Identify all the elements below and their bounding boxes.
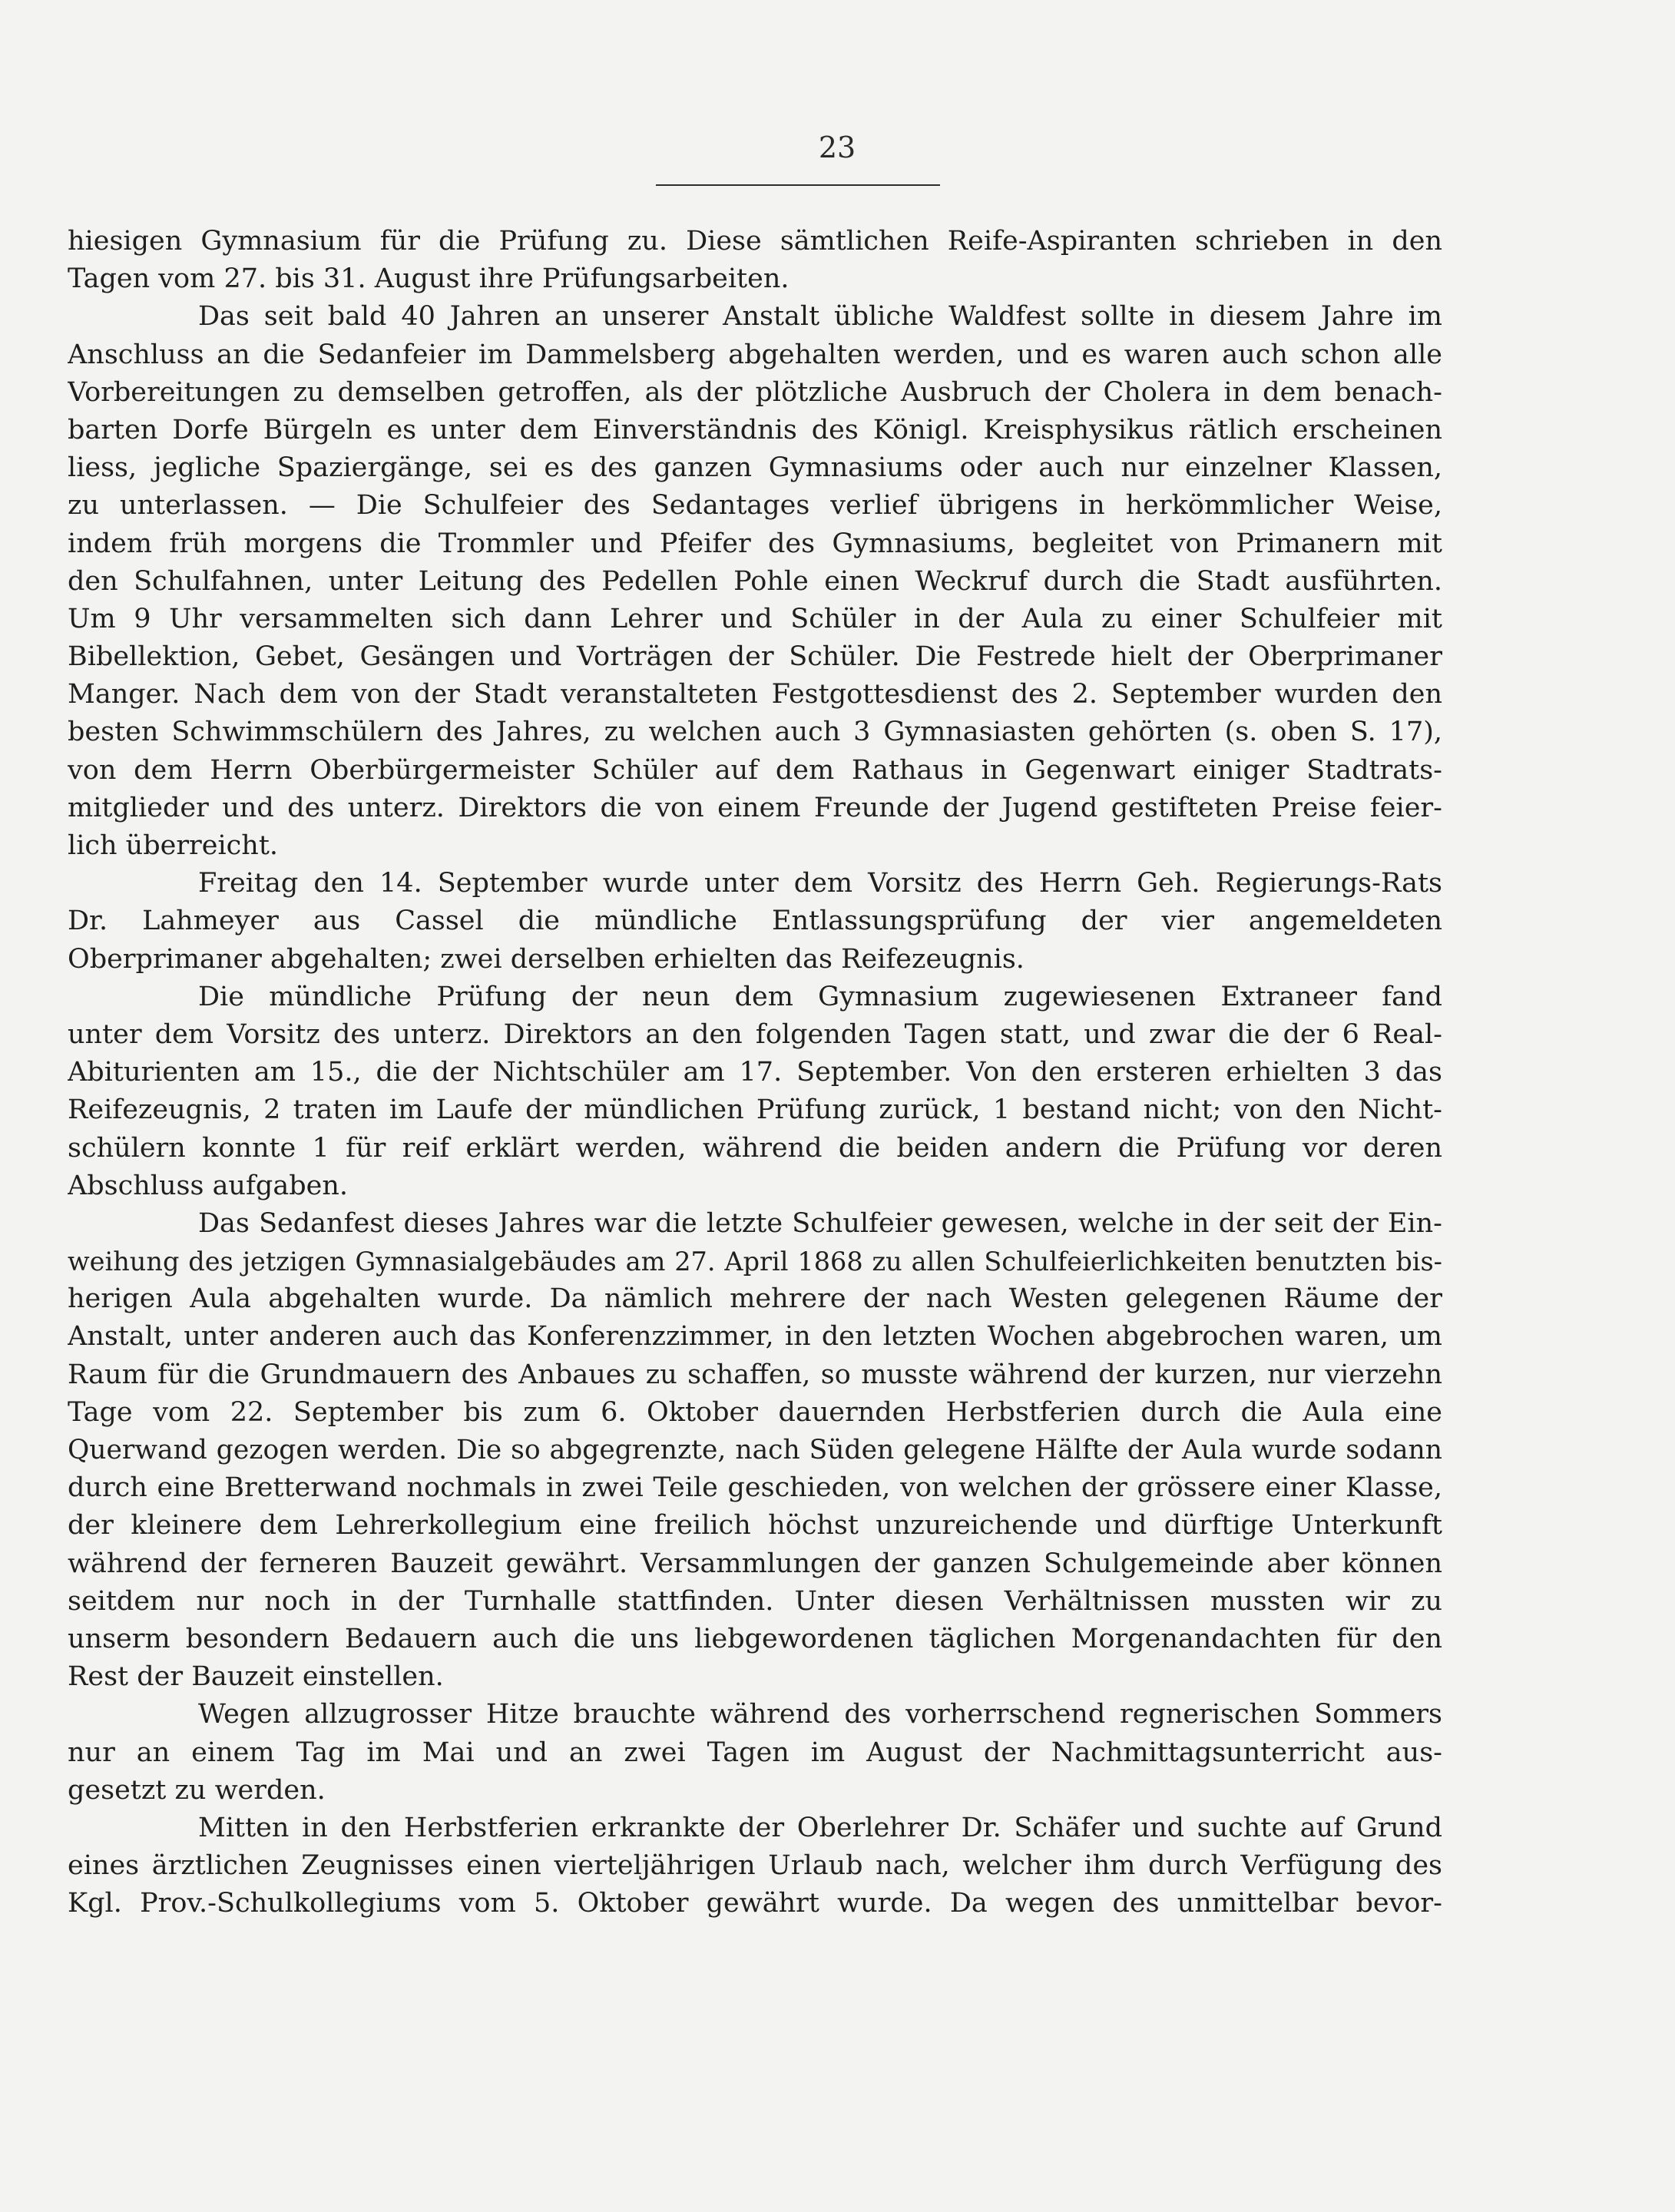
text-line: Kgl. Prov.-Schulkollegiums vom 5. Oktober gewährt wurde. Da wegen des unmittelbar bevor- xyxy=(68,1888,1442,1919)
text-line: nur an einem Tag im Mai und an zwei Tagen im August der Nachmittagsunterricht aus- xyxy=(68,1737,1442,1768)
text-line: Das seit bald 40 Jahren an unserer Anstalt übliche Waldfest sollte in diesem Jahre im xyxy=(198,301,1442,333)
text-line: Tage vom 22. September bis zum 6. Oktober dauernden Herbstferien durch die Aula eine xyxy=(68,1396,1442,1428)
text-line: seitdem nur noch in der Turnhalle stattfinden. Unter diesen Verhältnissen mussten wir zu xyxy=(68,1585,1442,1617)
text-line: hiesigen Gymnasium für die Prüfung zu. Diese sämtlichen Reife-Aspiranten schrieben in den xyxy=(68,226,1442,257)
paragraph xyxy=(68,1205,1442,1696)
text-line: Wegen allzugrosser Hitze brauchte während des vorherrschend regnerischen Sommers xyxy=(198,1699,1442,1730)
text-line: zu unterlassen. — Die Schulfeier des Sedantages verlief übrigens in herkömmlicher Weise, xyxy=(68,490,1442,522)
page-number: 23 xyxy=(818,131,856,164)
paragraph xyxy=(68,865,1442,979)
text-line: Abiturienten am 15., die der Nichtschüler am 17. September. Von den ersteren erhielten 3 das xyxy=(68,1057,1442,1088)
paragraph xyxy=(68,1810,1442,1923)
text-line: mitglieder und des unterz. Direktors die von einem Freunde der Jugend gestifteten Preise feier- xyxy=(68,792,1442,823)
text-line: Tagen vom 27. bis 31. August ihre Prüfungsarbeiten. xyxy=(68,263,790,295)
text-line: barten Dorfe Bürgeln es unter dem Einverständnis des Königl. Kreisphysikus rätlich erscheinen xyxy=(68,414,1442,445)
text-line: von dem Herrn Oberbürgermeister Schüler auf dem Rathaus in Gegenwart einiger Stadtrats- xyxy=(68,754,1442,786)
paragraph xyxy=(68,1696,1442,1810)
text-line: den Schulfahnen, unter Leitung des Pedellen Pohle einen Weckruf durch die Stadt ausführten. xyxy=(68,565,1442,597)
text-line: Oberprimaner abgehalten; zwei derselben erhielten das Reifezeugnis. xyxy=(68,943,1025,975)
text-line: während der ferneren Bauzeit gewährt. Versammlungen der ganzen Schulgemeinde aber können xyxy=(68,1548,1442,1579)
paragraph xyxy=(68,223,1442,298)
text-line: Anstalt, unter anderen auch das Konferenzzimmer, in den letzten Wochen abgebrochen waren, um xyxy=(68,1321,1442,1353)
text-line: Rest der Bauzeit einstellen. xyxy=(68,1661,444,1693)
text-line: weihung des jetzigen Gymnasialgebäudes am 27. April 1868 zu allen Schulfeierlichkeiten benutzten bis- xyxy=(68,1247,1442,1277)
document-page xyxy=(68,131,1442,2166)
text-line: Die mündliche Prüfung der neun dem Gymnasium zugewiesenen Extraneer fand xyxy=(198,981,1442,1012)
text-line: indem früh morgens die Trommler und Pfeifer des Gymnasiums, begleitet von Primanern mit xyxy=(68,528,1442,559)
text-line: Vorbereitungen zu demselben getroffen, als der plötzliche Ausbruch der Cholera in dem benach- xyxy=(68,376,1442,408)
text-line: herigen Aula abgehalten wurde. Da nämlich mehrere der nach Westen gelegenen Räume der xyxy=(68,1283,1442,1315)
text-line: der kleinere dem Lehrerkollegium eine freilich höchst unzureichende und dürftige Unterkunft xyxy=(68,1510,1442,1541)
text-line: unserm besondern Bedauern auch die uns liebgewordenen täglichen Morgenandachten für den xyxy=(68,1623,1442,1654)
text-line: Bibellektion, Gebet, Gesängen und Vorträgen der Schüler. Die Festrede hielt der Oberprimaner xyxy=(68,641,1442,673)
text-line: besten Schwimmschülern des Jahres, zu welchen auch 3 Gymnasiasten gehörten (s. oben S. 17), xyxy=(68,717,1442,748)
paragraph xyxy=(68,298,1442,865)
text-line: Reifezeugnis, 2 traten im Laufe der mündlichen Prüfung zurück, 1 bestand nicht; von den Nicht- xyxy=(68,1094,1442,1126)
text-line: Manger. Nach dem von der Stadt veranstalteten Festgottesdienst des 2. September wurden den xyxy=(68,679,1442,710)
text-line: Dr. Lahmeyer aus Cassel die mündliche Entlassungsprüfung der vier angemeldeten xyxy=(68,906,1442,937)
text-line: unter dem Vorsitz des unterz. Direktors an den folgenden Tagen statt, und zwar die der 6 Real- xyxy=(68,1018,1442,1050)
text-line: Freitag den 14. September wurde unter dem Vorsitz des Herrn Geh. Regierungs-Rats xyxy=(198,868,1442,899)
text-line: Anschluss an die Sedanfeier im Dammelsberg abgehalten werden, und es waren auch schon alle xyxy=(68,339,1442,370)
header-rule xyxy=(656,184,940,186)
text-line: liess, jegliche Spaziergänge, sei es des ganzen Gymnasiums oder auch nur einzelner Klassen, xyxy=(68,452,1442,484)
text-line: schülern konnte 1 für reif erklärt werden, während die beiden andern die Prüfung vor deren xyxy=(68,1132,1442,1164)
text-line: Um 9 Uhr versammelten sich dann Lehrer und Schüler in der Aula zu einer Schulfeier mit xyxy=(68,603,1442,634)
text-line: Das Sedanfest dieses Jahres war die letzte Schulfeier gewesen, welche in der seit der Ein- xyxy=(198,1207,1442,1239)
body-text xyxy=(68,223,1442,1922)
text-line: Mitten in den Herbstferien erkrankte der Oberlehrer Dr. Schäfer und suchte auf Grund xyxy=(198,1812,1442,1843)
text-line: Abschluss aufgaben. xyxy=(68,1170,348,1201)
text-line: lich überreicht. xyxy=(68,830,279,861)
text-line: gesetzt zu werden. xyxy=(68,1774,326,1806)
text-line: Querwand gezogen werden. Die so abgegrenzte, nach Süden gelegene Hälfte der Aula wurde sodann xyxy=(68,1435,1442,1465)
text-line: durch eine Bretterwand nochmals in zwei Teile geschieden, von welchen der grössere einer Klasse, xyxy=(68,1472,1442,1504)
paragraph xyxy=(68,979,1442,1205)
text-line: Raum für die Grundmauern des Anbaues zu schaffen, so musste während der kurzen, nur vierzehn xyxy=(68,1359,1442,1390)
text-line: eines ärztlichen Zeugnisses einen vierteljährigen Urlaub nach, welcher ihm durch Verfügung des xyxy=(68,1850,1442,1882)
